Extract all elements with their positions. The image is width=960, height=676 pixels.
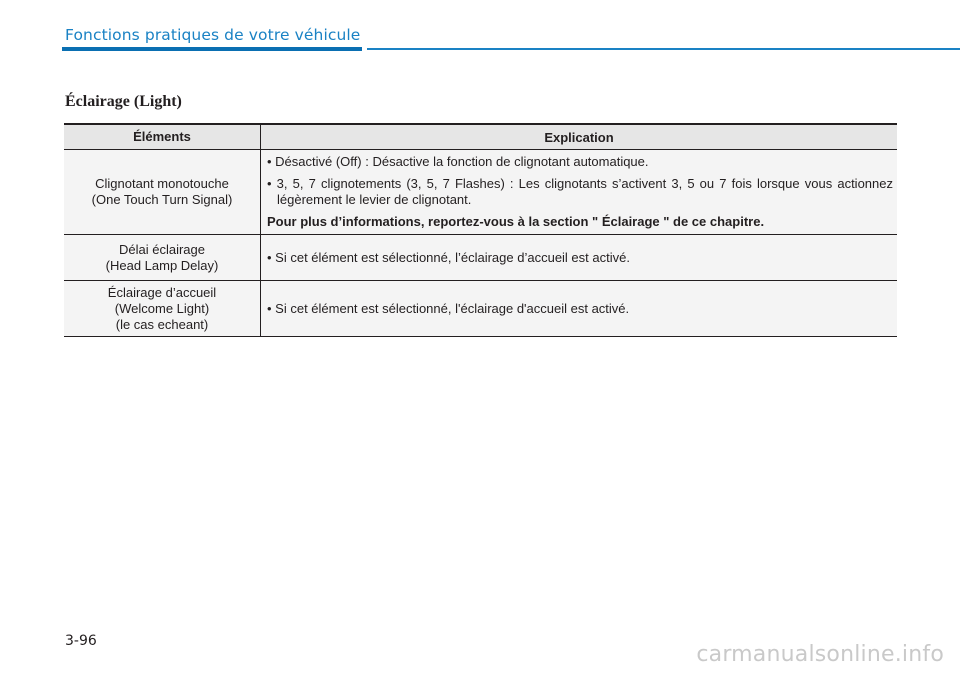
bullet-text: • Désactivé (Off) : Désactive la fonction de clignotant automatique. — [267, 154, 649, 169]
element-cell — [64, 281, 261, 337]
chapter-title: Fonctions pratiques de votre véhicule — [65, 26, 361, 44]
element-label-en: (Head Lamp Delay) — [105, 257, 219, 273]
header-rule — [367, 48, 960, 50]
bullet-text: • 3, 5, 7 clignotements (3, 5, 7 Flashes) : Les clignotants s’activent 3, 5 ou 7 fois lorsque vous actionnez légèrement le levier de clignotant. — [267, 176, 893, 207]
element-label: Délai éclairage — [119, 241, 205, 257]
element-availability: (le cas echeant) — [115, 316, 209, 332]
explication-cell — [261, 235, 898, 281]
table-header-row — [64, 124, 897, 150]
header-accent-bar — [62, 47, 362, 51]
bullet-text: • Si cet élément est sélectionné, l’éclairage d’accueil est activé. — [267, 249, 630, 265]
element-cell — [64, 150, 261, 235]
element-cell — [64, 235, 261, 281]
element-label: Clignotant monotouche — [95, 176, 229, 191]
element-label-en: (One Touch Turn Signal) — [91, 192, 233, 207]
element-label-en: (Welcome Light) — [114, 300, 210, 316]
settings-table — [64, 123, 897, 337]
bullet-text: • Si cet élément est sélectionné, l'éclairage d'accueil est activé. — [267, 300, 630, 316]
table-row — [64, 235, 897, 281]
explication-cell — [261, 281, 898, 337]
explication-cell — [261, 150, 898, 235]
column-header-elements: Éléments — [64, 124, 261, 150]
element-label: Éclairage d’accueil — [107, 284, 217, 300]
reference-note: Pour plus d’informations, reportez-vous à la section " Éclairage " de ce chapitre. — [267, 214, 765, 229]
section-title: Éclairage (Light) — [65, 93, 182, 110]
table-row — [64, 150, 897, 235]
page-number: 3-96 — [65, 633, 97, 649]
watermark: carmanualsonline.info — [696, 642, 944, 667]
column-header-explication: Explication — [261, 124, 898, 150]
table-row — [64, 281, 897, 337]
